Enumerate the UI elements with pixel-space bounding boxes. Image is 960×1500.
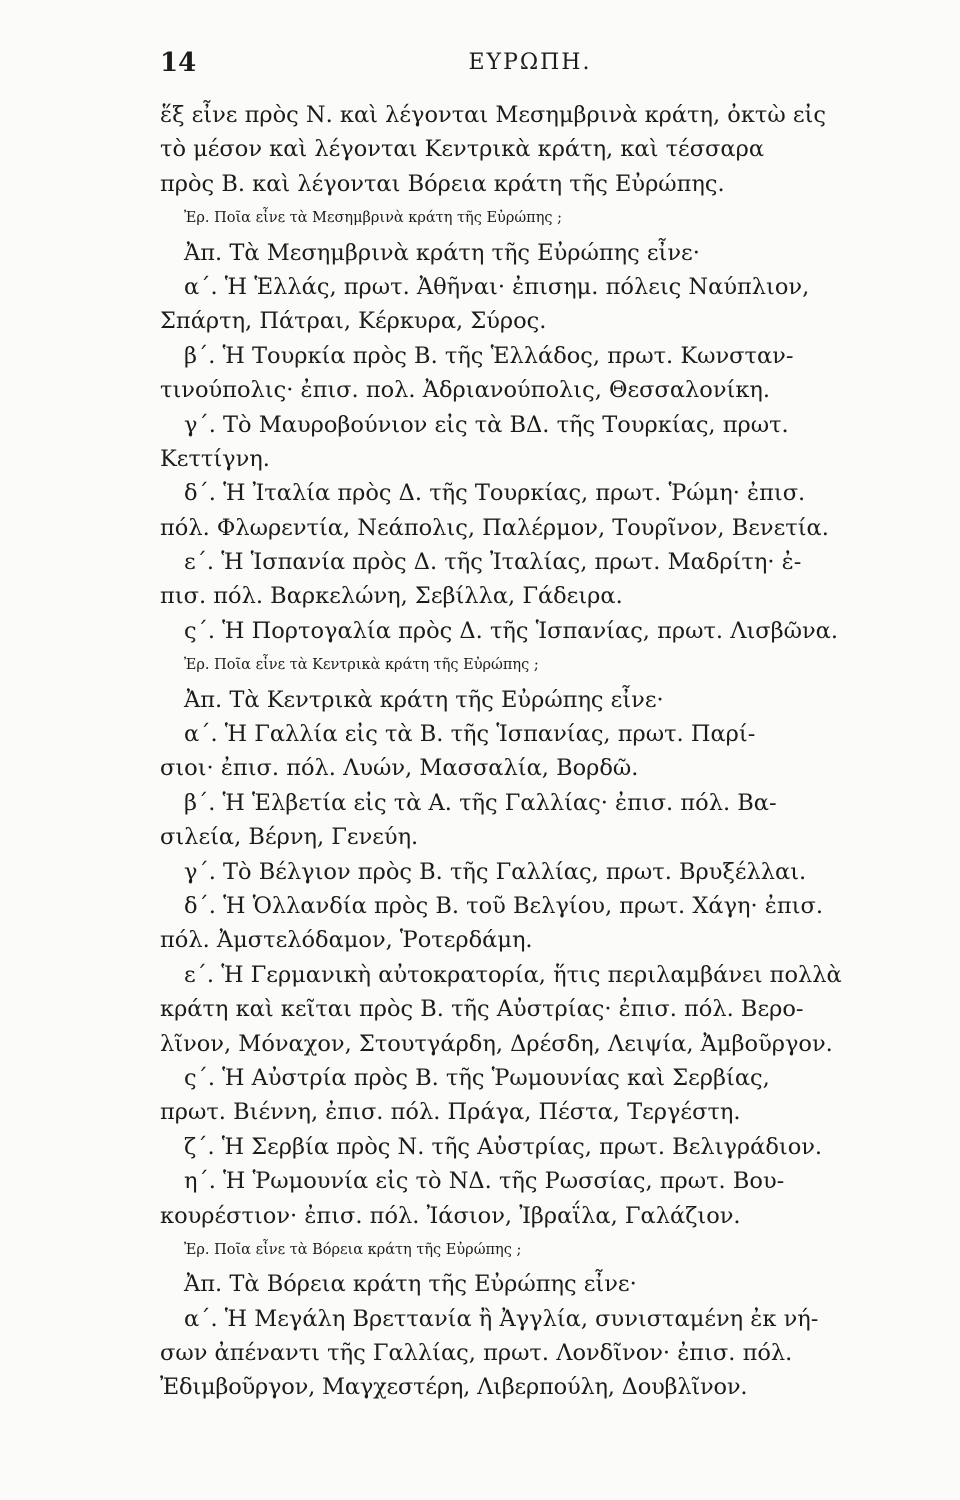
- text-line: Ἀπ. Τὰ Βόρεια κράτη τῆς Εὐρώπης εἶνε·: [184, 1271, 637, 1298]
- text-line: πρὸς Β. καὶ λέγονται Βόρεια κράτη τῆς Εὐρώπης.: [160, 170, 725, 197]
- text-line: α΄. Ἡ Μεγάλη Βρεττανία ἢ Ἀγγλία, συνισταμένη ἐκ νή-: [184, 1305, 819, 1332]
- text-line: ἕξ εἶνε πρὸς Ν. καὶ λέγονται Μεσημβρινὰ κράτη, ὀκτὼ εἰς: [160, 102, 826, 128]
- text-line: κράτη καὶ κεῖται πρὸς Β. τῆς Αὐστρίας· ἐπισ. πόλ. Βερο-: [160, 996, 804, 1023]
- text-line: ς΄. Ἡ Αὐστρία πρὸς Β. τῆς Ῥωμουνίας καὶ Σερβίας,: [184, 1064, 770, 1091]
- text-line: Ἐδιμβοῦργον, Μαγχεστέρη, Λιβερπούλη, Δουβλῖνον.: [160, 1374, 748, 1401]
- text-line: γ΄. Τὸ Μαυροβούνιον εἰς τὰ ΒΔ. τῆς Τουρκίας, πρωτ.: [184, 411, 789, 438]
- text-line: δ΄. Ἡ Ὁλλανδία πρὸς Β. τοῦ Βελγίου, πρωτ. Χάγη· ἐπισ.: [184, 892, 823, 919]
- question-line: Ἐρ. Ποῖα εἶνε τὰ Κεντρικὰ κράτη τῆς Εὐρώπης ;: [184, 657, 539, 674]
- text-line: δ΄. Ἡ Ἰταλία πρὸς Δ. τῆς Τουρκίας, πρωτ. Ῥώμη· ἐπισ.: [184, 480, 806, 507]
- text-line: Κεττίγνη.: [160, 445, 270, 472]
- question-line: Ἐρ. Ποῖα εἶνε τὰ Μεσημβρινὰ κράτη τῆς Εὐρώπης ;: [184, 210, 563, 227]
- text-line: γ΄. Τὸ Βέλγιον πρὸς Β. τῆς Γαλλίας, πρωτ. Βρυξέλλαι.: [184, 858, 807, 885]
- text-line: Σπάρτη, Πάτραι, Κέρκυρα, Σύρος.: [160, 308, 547, 335]
- text-line: τινούπολις· ἐπισ. πολ. Ἀδριανούπολις, Θεσσαλονίκη.: [160, 377, 771, 404]
- text-line: σιλεία, Βέρνη, Γενεύη.: [160, 824, 419, 851]
- page-header: [160, 48, 900, 88]
- page-number: 14: [160, 48, 197, 78]
- text-line: Ἀπ. Τὰ Μεσημβρινὰ κράτη τῆς Εὐρώπης εἶνε·: [184, 239, 700, 266]
- text-line: β΄. Ἡ Ἑλβετία εἰς τὰ Α. τῆς Γαλλίας· ἐπισ. πόλ. Βα-: [184, 789, 777, 816]
- text-line: σων ἀπέναντι τῆς Γαλλίας, πρωτ. Λονδῖνον· ἐπισ. πόλ.: [160, 1340, 793, 1367]
- text-line: σιοι· ἐπισ. πόλ. Λυών, Μασσαλία, Βορδῶ.: [160, 755, 639, 782]
- text-line: τὸ μέσον καὶ λέγονται Κεντρικὰ κράτη, καὶ τέσσαρα: [160, 136, 765, 163]
- text-line: ς΄. Ἡ Πορτογαλία πρὸς Δ. τῆς Ἱσπανίας, πρωτ. Λισβῶνα.: [184, 617, 839, 644]
- text-line: πρωτ. Βιέννη, ἐπισ. πόλ. Πράγα, Πέστα, Τεργέστη.: [160, 1099, 741, 1126]
- text-line: κουρέστιον· ἐπισ. πόλ. Ἰάσιον, Ἰβραΐλα, Γαλάζιον.: [160, 1202, 741, 1229]
- text-line: ε΄. Ἡ Ἱσπανία πρὸς Δ. τῆς Ἰταλίας, πρωτ. Μαδρίτη· ἐ-: [184, 549, 802, 576]
- question-line: Ἐρ. Ποῖα εἶνε τὰ Βόρεια κράτη τῆς Εὐρώπης ;: [184, 1241, 522, 1258]
- text-line: α΄. Ἡ Ἑλλάς, πρωτ. Ἀθῆναι· ἐπισημ. πόλεις Ναύπλιον,: [184, 273, 810, 300]
- text-line: α΄. Ἡ Γαλλία εἰς τὰ Β. τῆς Ἱσπανίας, πρωτ. Παρί-: [184, 721, 756, 748]
- body-text: [160, 98, 900, 1405]
- text-line: ε΄. Ἡ Γερμανικὴ αὐτοκρατορία, ἥτις περιλαμβάνει πολλὰ: [184, 961, 842, 988]
- running-title: ΕΥΡΩΠΗ.: [468, 50, 592, 75]
- text-line: πόλ. Φλωρεντία, Νεάπολις, Παλέρμον, Τουρῖνον, Βενετία.: [160, 514, 829, 541]
- text-line: Ἀπ. Τὰ Κεντρικὰ κράτη τῆς Εὐρώπης εἶνε·: [184, 686, 664, 713]
- text-line: πισ. πόλ. Βαρκελώνη, Σεβίλλα, Γάδειρα.: [160, 583, 623, 610]
- text-line: β΄. Ἡ Τουρκία πρὸς Β. τῆς Ἑλλάδος, πρωτ. Κωνσταν-: [184, 342, 794, 369]
- text-line: πόλ. Ἀμστελόδαμον, Ῥοτερδάμη.: [160, 927, 533, 954]
- text-line: η΄. Ἡ Ῥωμουνία εἰς τὸ ΝΔ. τῆς Ρωσσίας, πρωτ. Βου-: [184, 1168, 785, 1195]
- text-line: ζ΄. Ἡ Σερβία πρὸς Ν. τῆς Αὐστρίας, πρωτ. Βελιγράδιον.: [184, 1133, 823, 1160]
- text-line: λῖνον, Μόναχον, Στουτγάρδη, Δρέσδη, Λειψία, Ἀμβοῦργον.: [160, 1030, 833, 1057]
